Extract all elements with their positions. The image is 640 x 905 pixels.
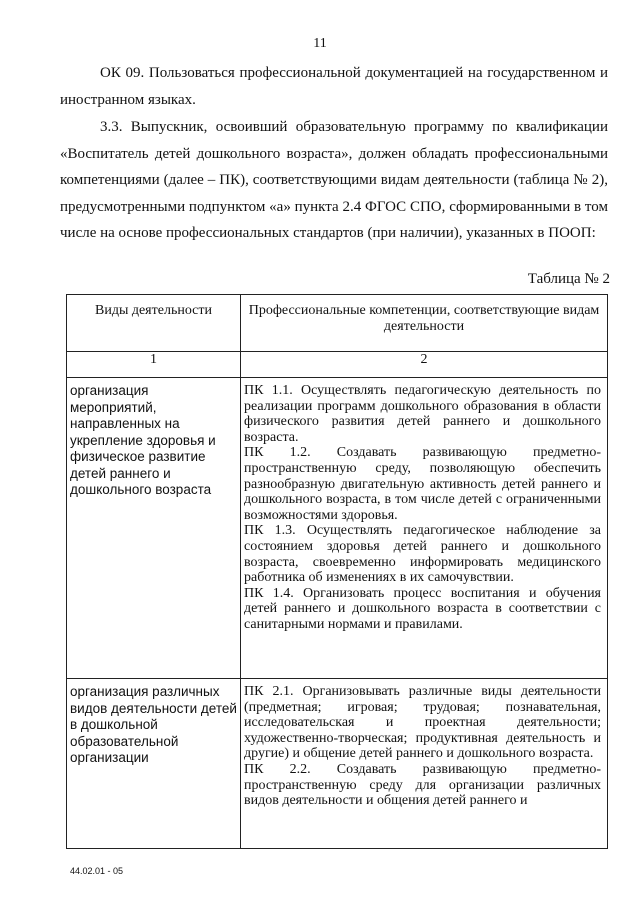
footer-code: 44.02.01 - 05 xyxy=(70,866,124,876)
competency-pk-2-2: ПК 2.2. Создавать развивающую предметно-пространственную среду для организации различных видов деятельности и общения детей раннего и xyxy=(244,761,601,809)
page-number: 11 xyxy=(313,36,327,51)
table-label: Таблица № 2 xyxy=(527,271,610,287)
header-competencies: Профессиональные компетенции, соответствующие видам деятельности xyxy=(241,295,608,352)
competency-pk-2-1: ПК 2.1. Организовывать различные виды деятельности (предметная; игровая; трудовая; познавательная, исследовательская и проектная деятельности; художественно-творческая; продуктивная деятельность и другие) и общение детей раннего и дошкольного возраста. xyxy=(244,684,601,762)
table-header-row xyxy=(67,295,608,352)
competency-pk-1-2: ПК 1.2. Создавать развивающую предметно-пространственную среду, позволяющую обеспечить разнообразную двигательную активность детей раннего и дошкольного возраста, в том числе детей с ограниченными возможностями здоровья. xyxy=(244,445,601,523)
activity-cell: организация различных видов деятельности детей в дошкольной образовательной организации xyxy=(67,679,241,849)
paragraph-3-3: 3.3. Выпускник, освоивший образовательную программу по квалификации «Воспитатель детей дошкольного возраста», должен обладать профессиональными компетенциями (далее – ПК), соответствующими видам деятельности (таблица № 2), предусмотренными подпунктом «а» пункта 2.4 ФГОС СПО, сформированными в том числе на основе профессиональных стандартов (при наличии), указанных в ПООП: xyxy=(60,119,608,241)
competencies-table xyxy=(66,294,608,849)
table-row xyxy=(67,679,608,849)
competency-pk-1-1: ПК 1.1. Осуществлять педагогическую деятельность по реализации программ дошкольного образования в области физического развития детей раннего и дошкольного возраста. xyxy=(244,383,601,445)
column-number-2: 2 xyxy=(241,352,608,378)
competencies-cell xyxy=(241,378,608,679)
activity-cell: организация мероприятий, направленных на укрепление здоровья и физическое развитие детей раннего и дошкольного возраста xyxy=(67,378,241,679)
table-row xyxy=(67,378,608,679)
column-number-row xyxy=(67,352,608,378)
column-number-1: 1 xyxy=(67,352,241,378)
competency-pk-1-3: ПК 1.3. Осуществлять педагогическое наблюдение за состоянием здоровья детей раннего и дошкольного возраста, своевременно информировать медицинского работника об изменениях в их самочувствии. xyxy=(244,523,601,586)
paragraph-ok09: ОК 09. Пользоваться профессиональной документацией на государственном и иностранном языках. xyxy=(60,65,608,108)
competency-pk-1-4: ПК 1.4. Организовать процесс воспитания и обучения детей раннего и дошкольного возраста в соответствии с санитарными нормами и правилами. xyxy=(244,585,601,632)
competencies-cell xyxy=(241,679,608,849)
header-activities: Виды деятельности xyxy=(67,295,241,352)
